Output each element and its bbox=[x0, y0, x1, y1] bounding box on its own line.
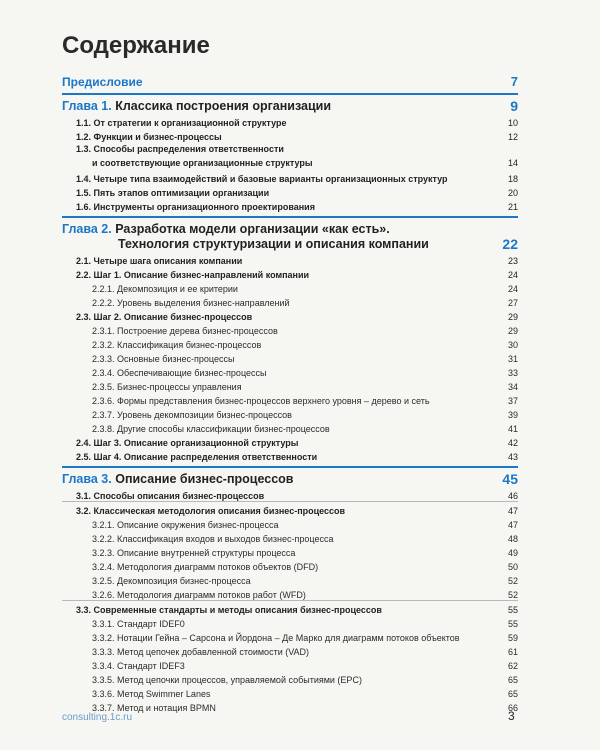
entry-text bbox=[92, 298, 290, 308]
entry-title: Метод Swimmer Lanes bbox=[117, 689, 211, 699]
entry-title: Четыре шага описания компании bbox=[93, 256, 243, 266]
entry-text bbox=[76, 605, 382, 615]
entry-page-number: 55 bbox=[507, 619, 518, 629]
chapter-page: 9 bbox=[510, 98, 518, 114]
entry-title: Описание внутренней структуры процесса bbox=[117, 548, 296, 558]
entry-number: 1.4. bbox=[76, 174, 92, 184]
chapter-label: Глава 1. bbox=[62, 99, 112, 113]
toc-subsection[interactable] bbox=[62, 392, 518, 406]
entry-page-number: 41 bbox=[507, 424, 518, 434]
entry-title: Метод цепочек добавленной стоимости (VAD) bbox=[117, 647, 310, 657]
entry-number: 3.2.4. bbox=[92, 562, 115, 572]
toc-subsection[interactable] bbox=[62, 294, 518, 308]
entry-number: 3.3.2. bbox=[92, 633, 115, 643]
entry-text bbox=[62, 222, 429, 252]
entry-number: 3.2.1. bbox=[92, 520, 115, 530]
entry-text bbox=[92, 520, 279, 530]
entry-number: 2.3.2. bbox=[92, 340, 115, 350]
entry-title: Обеспечивающие бизнес-процессы bbox=[117, 368, 267, 378]
entry-text bbox=[92, 340, 261, 350]
toc-preface[interactable] bbox=[62, 72, 518, 89]
entry-number: 2.3.4. bbox=[92, 368, 115, 378]
entry-title: Метод и нотация BPMN bbox=[117, 703, 216, 713]
chapter-page: 22 bbox=[502, 236, 518, 252]
entry-page-number: 47 bbox=[507, 520, 518, 530]
entry-title: Другие способы классификации бизнес-процессов bbox=[117, 424, 330, 434]
toc-subsection[interactable] bbox=[62, 530, 518, 544]
entry-title: Шаг 2. Описание бизнес-процессов bbox=[93, 312, 253, 322]
toc-section[interactable] bbox=[62, 502, 518, 516]
entry-page-number: 29 bbox=[507, 326, 518, 336]
entry-text bbox=[92, 326, 278, 336]
toc-subsection[interactable] bbox=[62, 629, 518, 643]
toc-section[interactable] bbox=[62, 487, 518, 501]
toc-subsection[interactable] bbox=[62, 378, 518, 392]
entry-page-number: 61 bbox=[507, 647, 518, 657]
entry-text bbox=[76, 312, 252, 322]
entry-number: 1.6. bbox=[76, 202, 92, 212]
toc-subsection[interactable] bbox=[62, 350, 518, 364]
entry-page-number: 27 bbox=[507, 298, 518, 308]
entry-page-number: 37 bbox=[507, 396, 518, 406]
toc-subsection[interactable] bbox=[62, 516, 518, 530]
preface-page: 7 bbox=[510, 74, 518, 89]
entry-number: 2.3.8. bbox=[92, 424, 115, 434]
chapter-label: Глава 2. bbox=[62, 222, 112, 236]
toc-subsection[interactable] bbox=[62, 586, 518, 600]
chapter-title: Классика построения организации bbox=[115, 99, 332, 113]
entry-page-number: 18 bbox=[507, 174, 518, 184]
entry-number: 3.2.6. bbox=[92, 590, 115, 600]
entry-number: 3.3.7. bbox=[92, 703, 115, 713]
entry-page-number: 65 bbox=[507, 689, 518, 699]
entry-number: 3.3.3. bbox=[92, 647, 115, 657]
toc-section[interactable] bbox=[62, 184, 518, 198]
entry-title: Стандарт IDEF0 bbox=[117, 619, 185, 629]
entry-title: Нотации Гейна – Сарсона и Йордона – Де Марко для диаграмм потоков объектов bbox=[117, 633, 460, 643]
entry-number: 3.2.5. bbox=[92, 576, 115, 586]
entry-number: 3.2.3. bbox=[92, 548, 115, 558]
toc-section[interactable] bbox=[62, 434, 518, 448]
toc-section[interactable] bbox=[62, 198, 518, 212]
toc-section[interactable] bbox=[62, 142, 518, 170]
toc-subsection[interactable] bbox=[62, 657, 518, 671]
entry-text bbox=[76, 270, 309, 280]
entry-number: 3.2. bbox=[76, 506, 92, 516]
chapter-label: Глава 3. bbox=[62, 472, 112, 486]
entry-number: 2.2.1. bbox=[92, 284, 115, 294]
entry-page-number: 42 bbox=[507, 438, 518, 448]
toc-section[interactable] bbox=[62, 128, 518, 142]
entry-page-number: 24 bbox=[507, 270, 518, 280]
entry-title: Современные стандарты и методы описания бизнес-процессов bbox=[93, 605, 382, 615]
entry-text bbox=[92, 647, 309, 657]
entry-title: Шаг 3. Описание организационной структуры bbox=[93, 438, 299, 448]
entry-number: 3.3.1. bbox=[92, 619, 115, 629]
entry-text bbox=[92, 562, 318, 572]
entry-text bbox=[92, 382, 242, 392]
entry-title: Методология диаграмм потоков работ (WFD) bbox=[117, 590, 306, 600]
entry-number: 3.3. bbox=[76, 605, 92, 615]
entry-text bbox=[92, 368, 266, 378]
entry-number: 2.3.1. bbox=[92, 326, 115, 336]
entry-title: и соответствующие организационные структуры bbox=[92, 158, 313, 168]
entry-text bbox=[76, 132, 222, 142]
toc-section[interactable] bbox=[62, 308, 518, 322]
entry-text bbox=[92, 661, 185, 671]
toc-subsection[interactable] bbox=[62, 572, 518, 586]
chapter-title: Описание бизнес-процессов bbox=[115, 472, 294, 486]
entry-text bbox=[92, 284, 238, 294]
entry-title: Инструменты организационного проектирования bbox=[93, 202, 315, 212]
entry-number: 2.2. bbox=[76, 270, 92, 280]
toc-chapter-2[interactable] bbox=[62, 218, 518, 252]
entry-title: Технология структуризации и описания компании bbox=[118, 237, 429, 251]
entry-text bbox=[76, 174, 448, 184]
entry-title: Формы представления бизнес-процессов верхнего уровня – дерево и сеть bbox=[117, 396, 430, 406]
entry-page-number: 59 bbox=[507, 633, 518, 643]
entry-title: Классификация входов и выходов бизнес-процесса bbox=[117, 534, 334, 544]
entry-title: Бизнес-процессы управления bbox=[117, 382, 242, 392]
entry-page-number: 33 bbox=[507, 368, 518, 378]
entry-number: 3.2.2. bbox=[92, 534, 115, 544]
entry-page-number: 50 bbox=[507, 562, 518, 572]
entry-page-number: 20 bbox=[507, 188, 518, 198]
entry-title: От стратегии к организационной структуре bbox=[93, 118, 287, 128]
entry-title: Уровень выделения бизнес-направлений bbox=[117, 298, 290, 308]
entry-number: 2.3.6. bbox=[92, 396, 115, 406]
entry-page-number: 14 bbox=[507, 158, 518, 168]
entry-title: Уровень декомпозиции бизнес-процессов bbox=[117, 410, 292, 420]
toc-subsection[interactable] bbox=[62, 671, 518, 685]
toc-chapter-1[interactable] bbox=[62, 95, 518, 114]
entry-page-number: 39 bbox=[507, 410, 518, 420]
entry-page-number: 31 bbox=[507, 354, 518, 364]
entry-page-number: 52 bbox=[507, 590, 518, 600]
entry-page-number: 30 bbox=[507, 340, 518, 350]
toc-section[interactable] bbox=[62, 601, 518, 615]
preface-label: Предисловие bbox=[62, 75, 143, 89]
toc-subsection[interactable] bbox=[62, 364, 518, 378]
entry-title: Шаг 4. Описание распределения ответственности bbox=[93, 452, 318, 462]
entry-text bbox=[76, 202, 315, 212]
entry-page-number: 23 bbox=[507, 256, 518, 266]
entry-text bbox=[76, 506, 345, 516]
entry-text bbox=[76, 188, 269, 198]
page-title: Содержание bbox=[62, 32, 210, 59]
entry-title: Декомпозиция и ее критерии bbox=[117, 284, 238, 294]
toc-section[interactable] bbox=[62, 170, 518, 184]
entry-page-number: 43 bbox=[507, 452, 518, 462]
entry-page-number: 52 bbox=[507, 576, 518, 586]
toc-subsection[interactable] bbox=[62, 685, 518, 699]
entry-number: 3.3.5. bbox=[92, 675, 115, 685]
toc-section[interactable] bbox=[62, 114, 518, 128]
entry-text bbox=[92, 633, 460, 643]
entry-page-number: 55 bbox=[507, 605, 518, 615]
footer-website-link[interactable]: consulting.1c.ru bbox=[62, 712, 133, 723]
entry-number: 1.5. bbox=[76, 188, 92, 198]
toc-subsection[interactable] bbox=[62, 322, 518, 336]
entry-page-number: 49 bbox=[507, 548, 518, 558]
entry-number: 1.2. bbox=[76, 132, 92, 142]
entry-text bbox=[62, 99, 331, 114]
entry-title: Способы распределения ответственности bbox=[93, 144, 284, 154]
entry-page-number: 21 bbox=[507, 202, 518, 212]
entry-title: Стандарт IDEF3 bbox=[117, 661, 185, 671]
toc-subsection[interactable] bbox=[62, 280, 518, 294]
entry-page-number: 48 bbox=[507, 534, 518, 544]
entry-text bbox=[92, 410, 292, 420]
entry-title: Декомпозиция бизнес-процесса bbox=[117, 576, 251, 586]
entry-title: Шаг 1. Описание бизнес-направлений компании bbox=[93, 270, 310, 280]
entry-title: Классическая методология описания бизнес-процессов bbox=[93, 506, 346, 516]
entry-text bbox=[92, 576, 251, 586]
footer-page-number: 3 bbox=[508, 709, 515, 723]
entry-text bbox=[92, 689, 210, 699]
entry-title: Четыре типа взаимодействий и базовые варианты организационных структур bbox=[93, 174, 448, 184]
entry-page-number: 65 bbox=[507, 675, 518, 685]
entry-title: Функции и бизнес-процессы bbox=[93, 132, 222, 142]
entry-text bbox=[76, 142, 313, 170]
chapter-page: 45 bbox=[502, 471, 518, 487]
entry-number: 2.3.5. bbox=[92, 382, 115, 392]
entry-text bbox=[92, 590, 306, 600]
entry-text bbox=[76, 118, 286, 128]
toc-subsection[interactable] bbox=[62, 406, 518, 420]
entry-number: 3.1. bbox=[76, 491, 92, 501]
toc-subsection[interactable] bbox=[62, 336, 518, 350]
toc-chapter-3[interactable] bbox=[62, 468, 518, 487]
entry-page-number: 24 bbox=[507, 284, 518, 294]
entry-page-number: 10 bbox=[507, 118, 518, 128]
entry-title: Основные бизнес-процессы bbox=[117, 354, 235, 364]
entry-text bbox=[92, 354, 234, 364]
entry-text bbox=[76, 438, 298, 448]
entry-title: Пять этапов оптимизации организации bbox=[93, 188, 270, 198]
entry-number: 2.3.7. bbox=[92, 410, 115, 420]
entry-number: 2.3. bbox=[76, 312, 92, 322]
entry-text bbox=[92, 548, 295, 558]
entry-page-number: 47 bbox=[507, 506, 518, 516]
toc-subsection[interactable] bbox=[62, 643, 518, 657]
entry-title: Классификация бизнес-процессов bbox=[117, 340, 262, 350]
entry-page-number: 12 bbox=[507, 132, 518, 142]
toc-subsection[interactable] bbox=[62, 544, 518, 558]
entry-number: 1.1. bbox=[76, 118, 92, 128]
entry-page-number: 46 bbox=[507, 491, 518, 501]
toc-subsection[interactable] bbox=[62, 420, 518, 434]
entry-text bbox=[76, 452, 317, 462]
entry-number: 2.5. bbox=[76, 452, 92, 462]
entry-title: Построение дерева бизнес-процессов bbox=[117, 326, 278, 336]
entry-page-number: 34 bbox=[507, 382, 518, 392]
entry-text bbox=[92, 675, 362, 685]
toc-section[interactable] bbox=[62, 266, 518, 280]
toc-subsection[interactable] bbox=[62, 558, 518, 572]
entry-text bbox=[76, 491, 264, 501]
entry-number: 3.3.6. bbox=[92, 689, 115, 699]
entry-title: Методология диаграмм потоков объектов (DFD) bbox=[117, 562, 319, 572]
entry-number: 2.1. bbox=[76, 256, 92, 266]
toc-subsection[interactable] bbox=[62, 699, 518, 713]
entry-number: 2.4. bbox=[76, 438, 92, 448]
toc-section[interactable] bbox=[62, 448, 518, 462]
entry-number: 2.3.3. bbox=[92, 354, 115, 364]
table-of-contents bbox=[62, 72, 518, 713]
entry-text bbox=[76, 256, 242, 266]
entry-title: Способы описания бизнес-процессов bbox=[93, 491, 265, 501]
entry-text bbox=[92, 396, 430, 406]
entry-text bbox=[62, 472, 293, 487]
entry-number: 1.3. bbox=[76, 144, 92, 154]
entry-number: 3.3.4. bbox=[92, 661, 115, 671]
entry-text bbox=[92, 534, 333, 544]
entry-title: Метод цепочки процессов, управляемой событиями (EPC) bbox=[117, 675, 362, 685]
entry-number: 2.2.2. bbox=[92, 298, 115, 308]
entry-text bbox=[92, 424, 330, 434]
toc-subsection[interactable] bbox=[62, 615, 518, 629]
entry-page-number: 66 bbox=[507, 703, 518, 713]
entry-text bbox=[92, 619, 185, 629]
entry-title: Описание окружения бизнес-процесса bbox=[117, 520, 279, 530]
entry-page-number: 62 bbox=[507, 661, 518, 671]
entry-page-number: 29 bbox=[507, 312, 518, 322]
chapter-title: Разработка модели организации «как есть». bbox=[115, 222, 390, 236]
toc-section[interactable] bbox=[62, 252, 518, 266]
